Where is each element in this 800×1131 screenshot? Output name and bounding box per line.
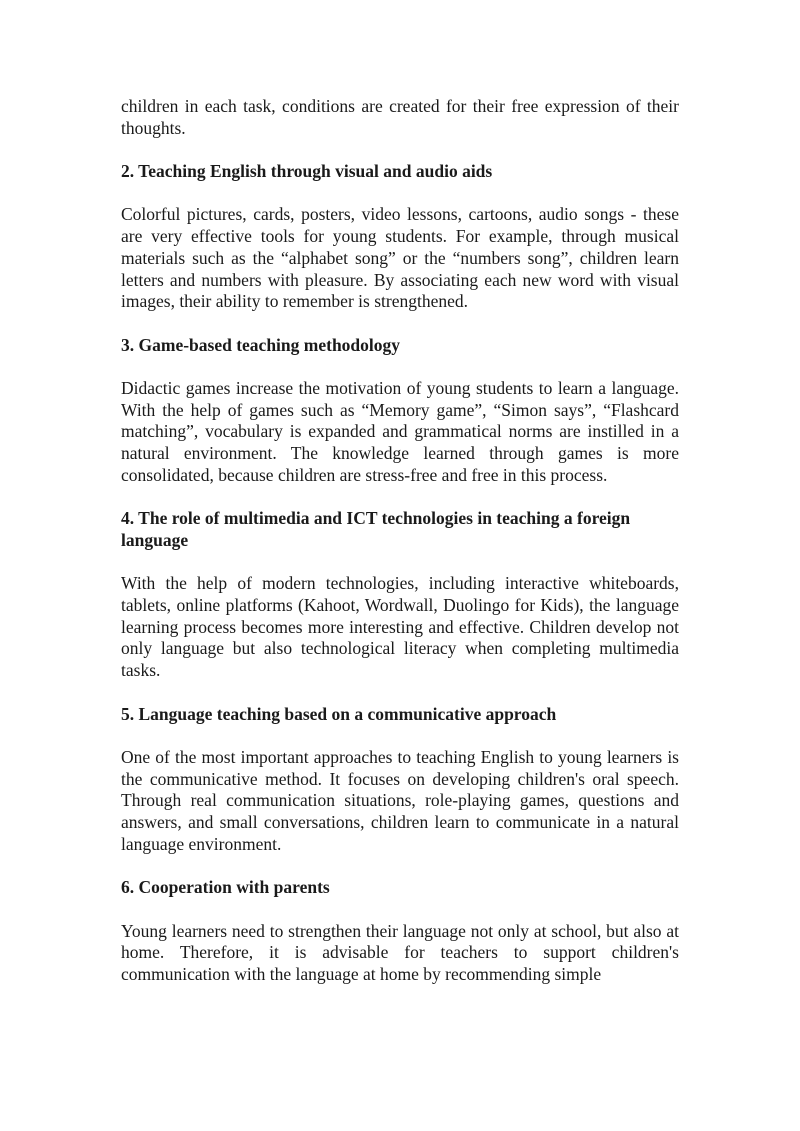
section-heading-communicative-approach: 5. Language teaching based on a communicative approach — [121, 703, 557, 724]
section-heading-cooperation-parents: 6. Cooperation with parents — [121, 877, 330, 898]
document-page — [121, 96, 679, 1007]
section-heading-visual-audio-aids: 2. Teaching English through visual and audio aids — [121, 161, 493, 182]
section-paragraph-visual-audio-aids: Colorful pictures, cards, posters, video lessons, cartoons, audio songs - these are very effective tools for young students. For example, through musical materials such as the “alphabet song” or the “numbers song”, children learn letters and numbers with pleasure. By associating each new word with visual images, their ability to remember is strengthened. — [121, 204, 679, 312]
section-paragraph-multimedia-ict: With the help of modern technologies, including interactive whiteboards, tablets, online platforms (Kahoot, Wordwall, Duolingo for Kids), the language learning process becomes more interesting and effective. Children develop not only language but also technological literacy when completing multimedia tasks. — [121, 573, 679, 681]
section-paragraph-game-based: Didactic games increase the motivation of young students to learn a language. With the help of games such as “Memory game”, “Simon says”, “Flashcard matching”, vocabulary is expanded and grammatical norms are instilled in a natural environment. The knowledge learned through games is more consolidated, because children are stress-free and free in this process. — [121, 378, 679, 485]
section-heading-multimedia-ict: 4. The role of multimedia and ICT technologies in teaching a foreign language — [121, 508, 631, 550]
section-heading-game-based: 3. Game-based teaching methodology — [121, 334, 401, 355]
intro-paragraph: children in each task, conditions are created for their free expression of their thoughts. — [121, 96, 679, 138]
section-paragraph-communicative-approach: One of the most important approaches to teaching English to young learners is the communicative method. It focuses on developing children's oral speech. Through real communication situations, role-playing games, questions and answers, and small conversations, children learn to communicate in a natural language environment. — [121, 746, 679, 854]
section-paragraph-cooperation-parents: Young learners need to strengthen their language not only at school, but also at home. Therefore, it is advisable for teachers to support children's communication with the language at home by recommending simple — [121, 920, 679, 984]
